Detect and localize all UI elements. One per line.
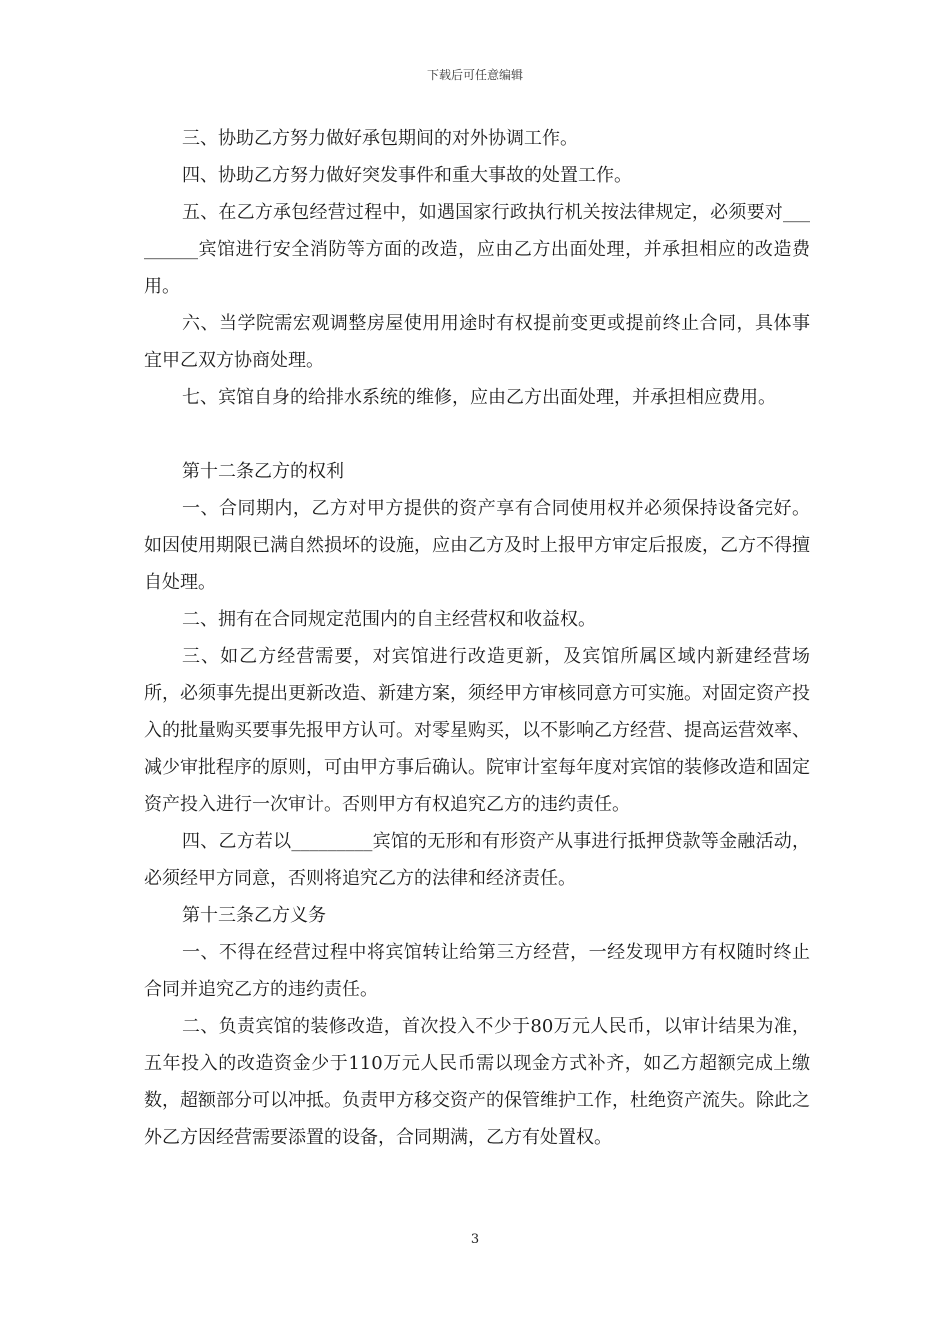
- paragraph-12-1: 一、合同期内，乙方对甲方提供的资产享有合同使用权并必须保持设备完好。如因使用期限已满自然损坏的设施，应由乙方及时上报甲方审定后报废，乙方不得擅自处理。: [144, 498, 810, 593]
- paragraph-12-4: 四、乙方若以_________宾馆的无形和有形资产从事进行抵押贷款等金融活动，必须经甲方同意，否则将追究乙方的法律和经济责任。: [144, 831, 810, 889]
- paragraph-13-1: 一、不得在经营过程中将宾馆转让给第三方经营，一经发现甲方有权随时终止合同并追究乙方的违约责任。: [144, 942, 810, 1000]
- paragraph-liu: 六、当学院需宏观调整房屋使用用途时有权提前变更或提前终止合同，具体事宜甲乙双方协商处理。: [144, 313, 810, 371]
- section-heading-12: 第十二条乙方的权利: [182, 461, 344, 482]
- document-body: [144, 120, 810, 1156]
- paragraph-qi: 七、宾馆自身的给排水系统的维修，应由乙方出面处理，并承担相应费用。: [182, 387, 776, 408]
- paragraph-san: 三、协助乙方努力做好承包期间的对外协调工作。: [182, 128, 578, 149]
- page-number: 3: [470, 1232, 480, 1247]
- paragraph-13-2: 二、负责宾馆的装修改造，首次投入不少于80万元人民币，以审计结果为准，五年投入的改造资金少于110万元人民币需以现金方式补齐，如乙方超额完成上缴数，超额部分可以冲抵。负责甲方移交资产的保管维护工作，杜绝资产流失。除此之外乙方因经营需要添置的设备，合同期满，乙方有处置权。: [144, 1016, 810, 1148]
- paragraph-si: 四、协助乙方努力做好突发事件和重大事故的处置工作。: [182, 165, 632, 186]
- paragraph-12-3: 三、如乙方经营需要，对宾馆进行改造更新，及宾馆所属区域内新建经营场所，必须事先提出更新改造、新建方案，须经甲方审核同意方可实施。对固定资产投入的批量购买要事先报甲方认可。对零星购买，以不影响乙方经营、提高运营效率、减少审批程序的原则，可由甲方事后确认。院审计室每年度对宾馆的装修改造和固定资产投入进行一次审计。否则甲方有权追究乙方的违约责任。: [144, 646, 810, 815]
- paragraph-wu: 五、在乙方承包经营过程中，如遇国家行政执行机关按法律规定，必须要对_________宾馆进行安全消防等方面的改造，应由乙方出面处理，并承担相应的改造费用。: [144, 202, 810, 297]
- section-heading-13: 第十三条乙方义务: [182, 905, 326, 926]
- header-note: 下载后可任意编辑: [426, 68, 523, 82]
- paragraph-12-2: 二、拥有在合同规定范围内的自主经营权和收益权。: [182, 609, 596, 630]
